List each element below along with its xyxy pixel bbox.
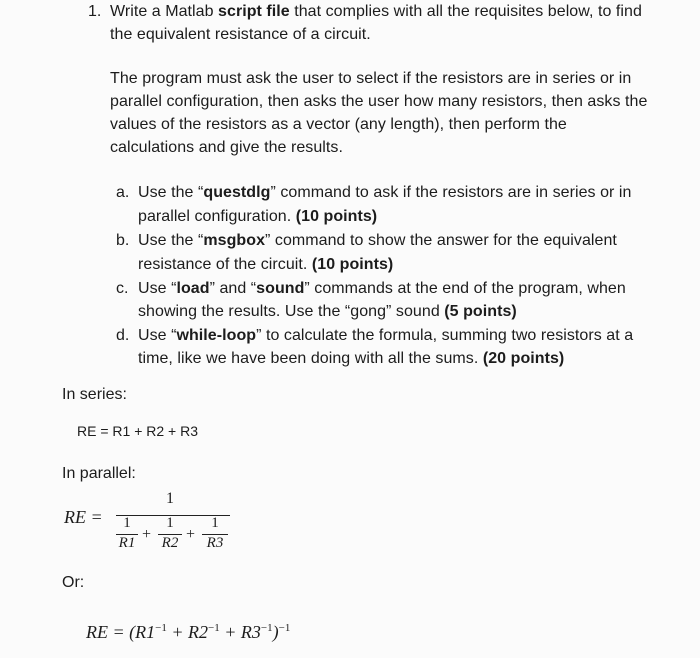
requirement-letter: b. [116,232,130,249]
paragraph-line: calculations and give the results. [110,139,343,156]
requirement-d-line1: Use “while-loop” to calculate the formula, summing two resistors at a [138,327,634,344]
term1-denominator: R1 [118,535,136,551]
term2-numerator: 1 [166,515,174,531]
plus-sign: + [142,526,152,543]
requirement-letter: d. [116,327,130,344]
requirement-a-line2: parallel configuration. (10 points) [138,208,378,225]
plus-sign: + [186,526,196,543]
term2-denominator: R2 [161,535,179,551]
parallel-label: In parallel: [62,465,136,482]
question-title-line2: the equivalent resistance of a circuit. [110,26,371,43]
main-numerator: 1 [166,490,174,507]
requirement-d-line2: time, like we have been doing with all the sums. (20 points) [138,350,565,367]
question-title-line1: Write a Matlab script file that complies with all the requisites below, to find [110,3,642,20]
requirement-b-line1: Use the “msgbox” command to show the answer for the equivalent [138,232,617,249]
requirement-c-line1: Use “load” and “sound” commands at the end of the program, when [138,280,626,297]
parallel-lhs: RE = [64,507,103,527]
paragraph-line: parallel configuration, then asks the user how many resistors, then asks the [110,93,648,110]
reciprocal-formula: RE = $(R1^{-1} + R2^{-1} + R3^{-1})^{-1}$ [86,622,291,642]
requirement-c-line2: showing the results. Use the “gong” sound (5 points) [138,303,517,320]
term3-numerator: 1 [211,515,219,531]
requirement-letter: a. [116,184,130,201]
script-file-emphasis: script file [218,3,290,20]
term3-denominator: R3 [206,535,224,551]
requirement-a-line1: Use the “questdlg” command to ask if the resistors are in series or in [138,184,632,201]
requirement-letter: c. [116,280,129,297]
paragraph-line: values of the resistors as a vector (any length), then perform the [110,116,567,133]
term1-numerator: 1 [123,515,131,531]
series-formula: RE = R1 + R2 + R3 [77,423,199,439]
requirement-b-line2: resistance of the circuit. (10 points) [138,256,394,273]
question-number: 1. [88,3,102,20]
or-label: Or: [62,574,85,591]
series-label: In series: [62,386,127,403]
paragraph-line: The program must ask the user to select if the resistors are in series or in [110,70,632,87]
